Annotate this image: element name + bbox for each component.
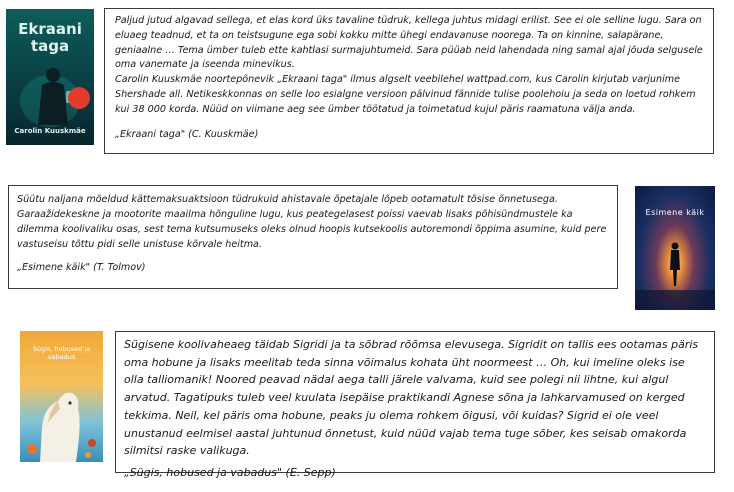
book-cover-sugis-hobused-ja-vabadus [20,331,103,462]
book-description-box [115,331,715,479]
cover-title: Ekraani taga [18,20,82,55]
horse-illustration [20,331,103,462]
book-caption: „Ekraani taga" (C. Kuuskmäe) [115,128,259,140]
book-description-extra: Carolin Kuuskmäe noortepõnevik „Ekraani taga" ilmus algselt veebilehel wattpad.com, kus Carolin kirjutab varjunime Shershade all. Netikeskkonnas on selle loo esialgne versioon pälvinud fännide tulise poolehoiu ja seda on loetud rohkem kui 38 000 korda. Nüüd on viimane aeg see ümber töötatud ja toimetatud kujul päris raamatuna välja anda. [115,74,696,115]
cover-title: Sügis, hobused ja vabadus [32,345,91,361]
book-cover-ekraani-taga [6,9,94,145]
book-caption: „Sügis, hobused ja vabadus" (E. Sepp) [124,465,336,479]
book-description: Süütu naljana mõeldud kättemaksuaktsioon tüdrukuid ahistavale õpetajale lõpeb ootamatult tõsise õnnetusega. Garaažidekeskne ja mootorite maailma hõnguline lugu, kus peategelasest poissi vaevab lisaks põhisündmustele ka dilemma koolivaliku osas, sest tema kutsumuseks oleks olnud hoopis kutsekoolis autoremondi õppima asumine, kuid pere vastuseisu tõttu pidi selle unistuse kõrvale heitma. [17,194,607,250]
book-cover-esimene-kaik [635,186,715,310]
book-caption: „Esimene käik" (T. Tolmov) [17,262,146,273]
figure-illustration [635,186,715,310]
silhouette-illustration [6,9,94,145]
cover-author: Carolin Kuuskmäe [14,127,86,135]
cover-badge [68,87,90,109]
book-description-box [104,8,714,154]
book-description: Sügisene koolivaheaeg täidab Sigridi ja ta sõbrad rõõmsa elevusega. Sigridit on tallis ees ootamas päris oma hobune ja lisaks meelitab teda sinna võimalus kohata üht noormeest … Oh, kui imeline oleks ise olla talliomanik! Noored peavad nädal aega talli järele valvama, kuid see polegi nii lihtne, kui algul arvatud. Tagatipuks tuleb veel kuulata isepäise praktikandi Agnese sõna ja lahkarvamused on kerged tekkima. Neil, kel päris oma hobune, peaks ju olema rohkem õigusi, või kuidas? Sigrid ei ole veel unustanud eelmisel aastal juhtunud õnnetust, kuid nüüd vajab tema tuge sõber, kes seisab omakorda silmitsi raske valikuga. [124,338,699,458]
book-description-box [8,185,618,289]
cover-title: Esimene käik [645,208,705,217]
book-description: Paljud jutud algavad sellega, et elas kord üks tavaline tüdruk, kellega juhtus midagi erilist. See ei ole selline lugu. Sara on eluaeg teadnud, et ta on teistsugune ega sobi kokku mitte ühegi endavanuse noorega. Ta on kinnine, salapärane, geniaalne … Tema ümber tuleb ette kahtlasi surmajuhtumeid. Sara püüab neid lahendada ning samal ajal jõuda selgusele oma vanemate ja iseenda minevikus. [115,15,703,71]
